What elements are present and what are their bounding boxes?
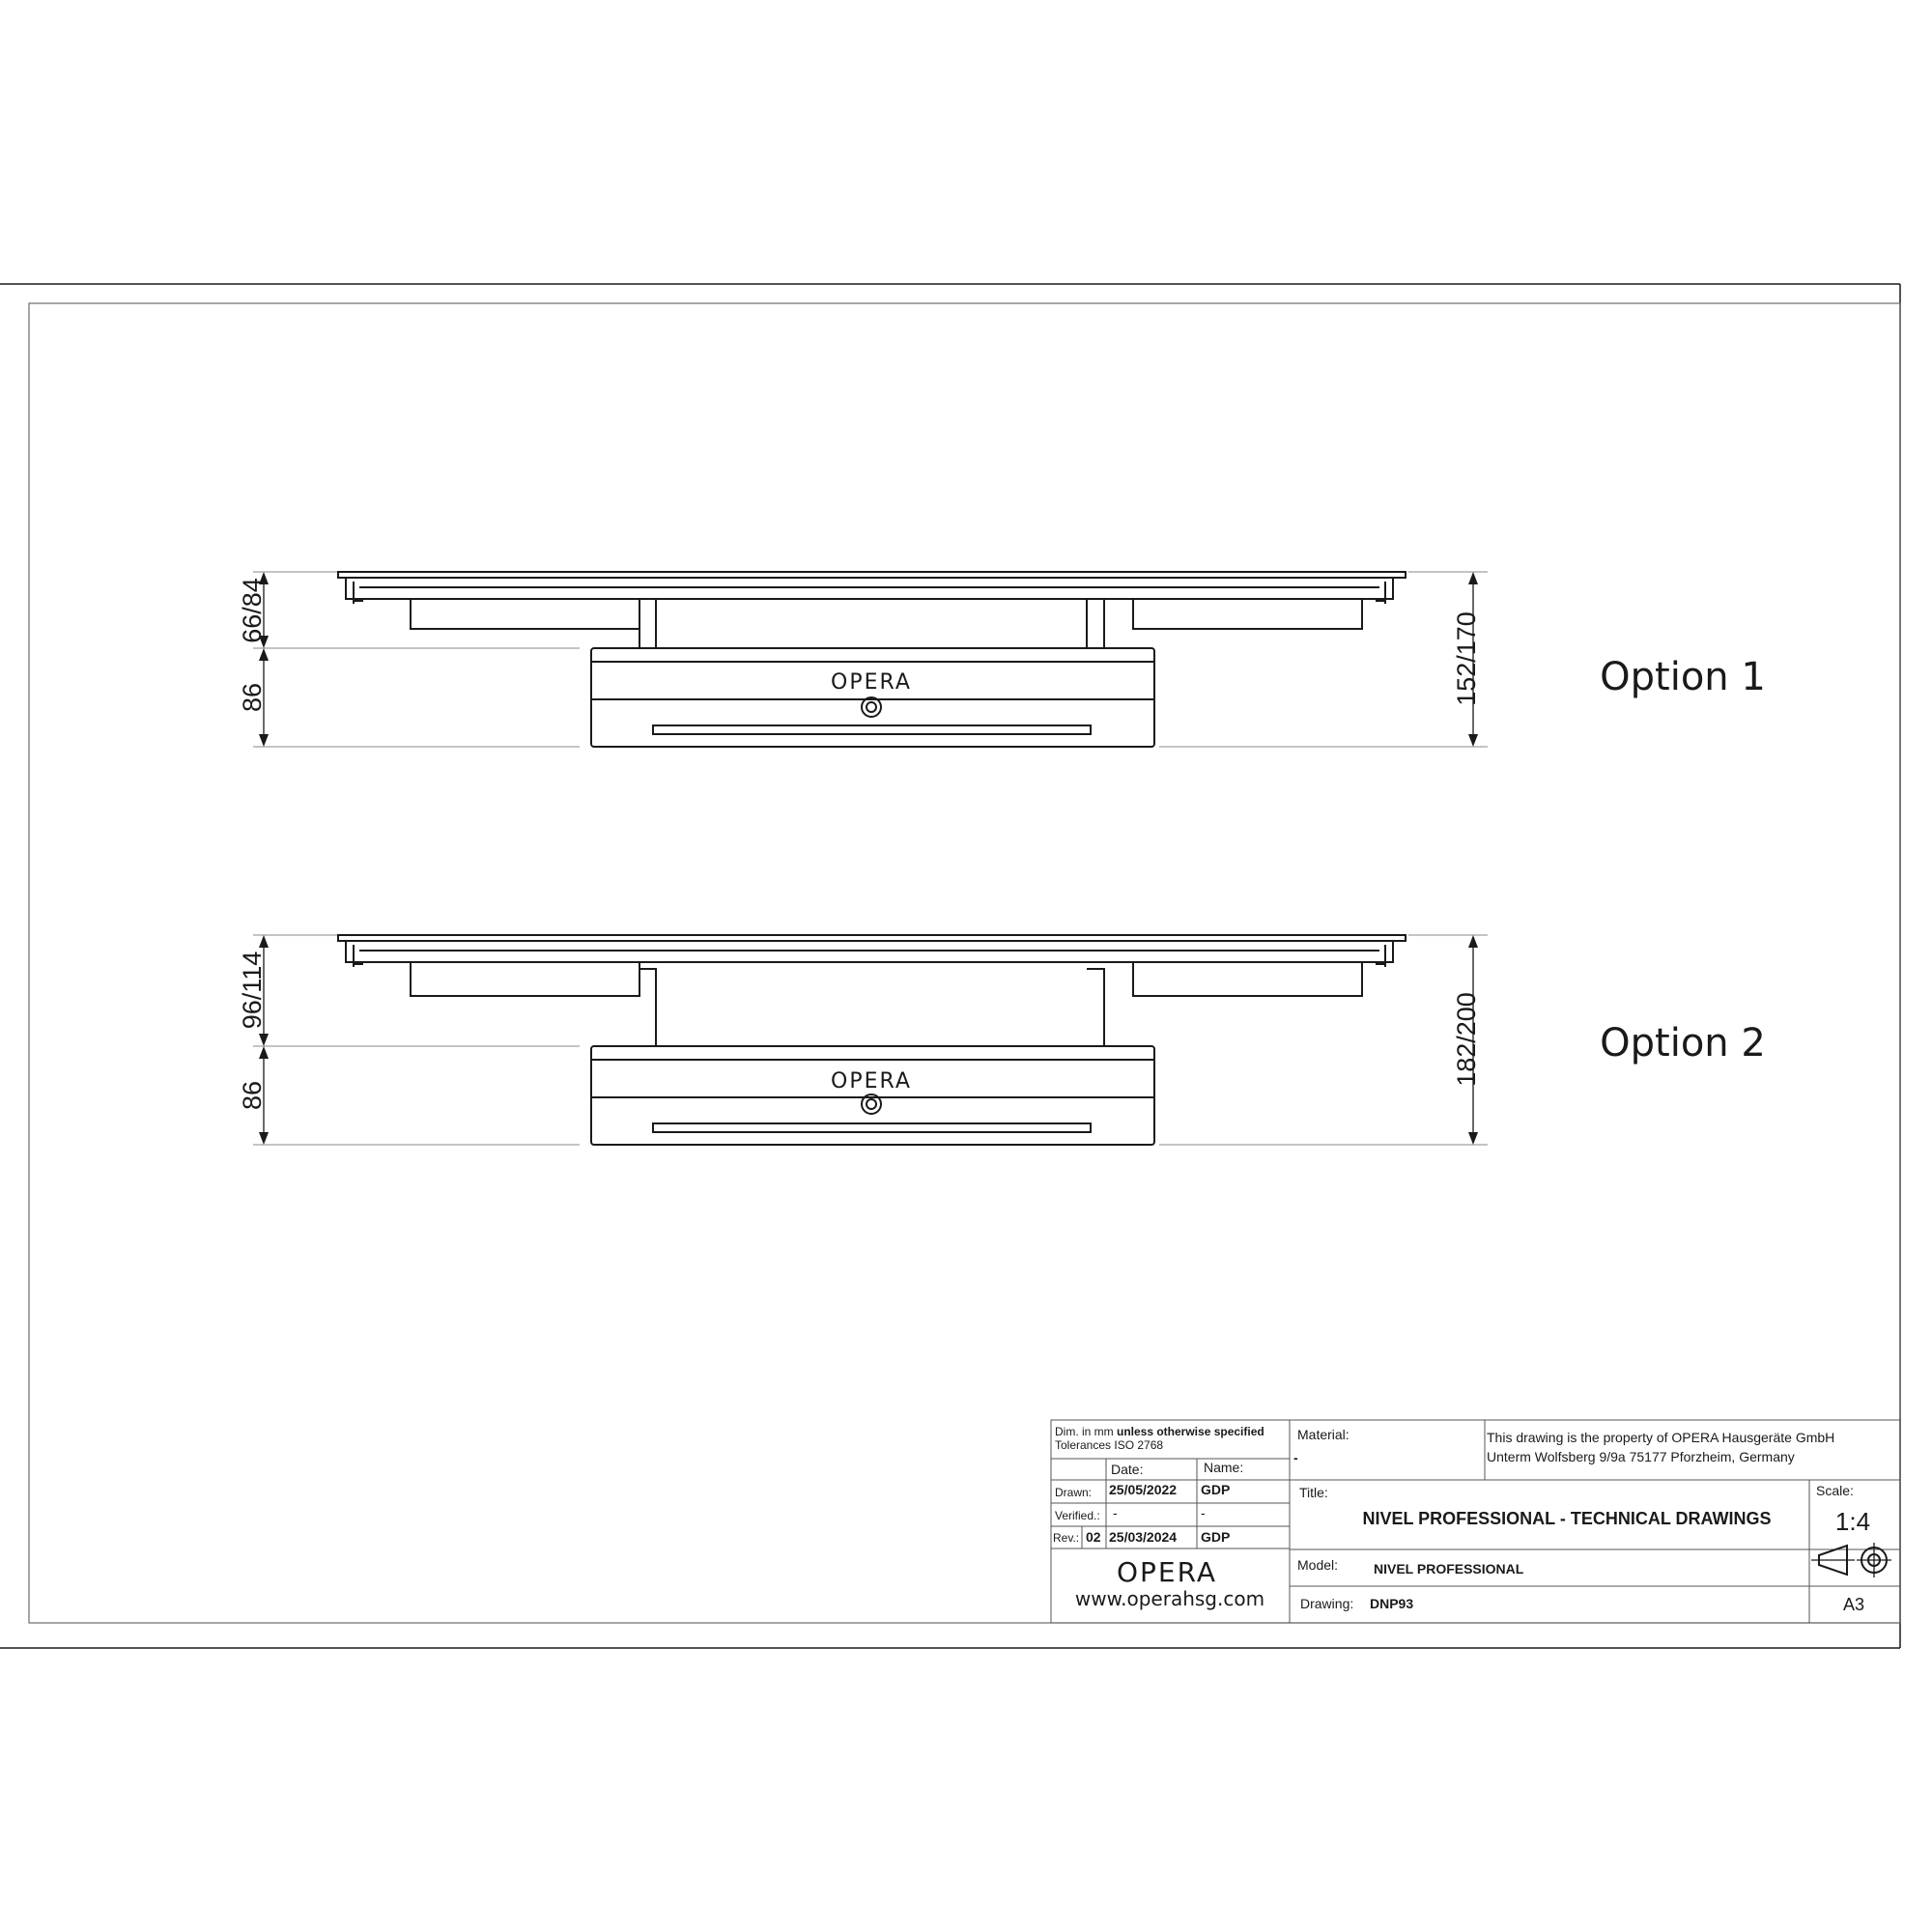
dim-upper-label: 96/114 xyxy=(238,951,267,1030)
dimension-arrow xyxy=(259,734,269,747)
housing-left xyxy=(411,599,639,629)
option-1-view xyxy=(238,572,1766,747)
model-label: Model: xyxy=(1297,1557,1339,1573)
material-label: Material: xyxy=(1297,1427,1350,1442)
knob-inner xyxy=(867,702,876,712)
title-block xyxy=(1051,1420,1900,1623)
dim-upper-label: 66/84 xyxy=(238,578,267,643)
dim-lower-label: 86 xyxy=(238,682,267,713)
first-angle-projection-icon xyxy=(1811,1543,1891,1577)
housing-left xyxy=(411,962,639,996)
option-label: Option 1 xyxy=(1600,655,1766,699)
mounting-clip xyxy=(354,945,1385,967)
brand-logo: OPERA xyxy=(831,1069,912,1094)
duct-walls xyxy=(639,969,1104,1046)
verified-date: - xyxy=(1113,1505,1118,1520)
drawn-name: GDP xyxy=(1201,1482,1231,1497)
scale-value: 1:4 xyxy=(1834,1507,1871,1536)
rev-number: 02 xyxy=(1086,1529,1101,1545)
housing-right xyxy=(1133,599,1362,629)
option-label: Option 2 xyxy=(1600,1021,1766,1065)
dimension-arrow xyxy=(1468,734,1478,747)
mounting-clip xyxy=(354,582,1385,604)
dim-total-label: 182/200 xyxy=(1452,992,1481,1087)
housing-right xyxy=(1133,962,1362,996)
company-logo: OPERA xyxy=(1116,1556,1218,1588)
drawing-label: Drawing: xyxy=(1300,1596,1354,1611)
model-value: NIVEL PROFESSIONAL xyxy=(1374,1561,1524,1577)
rev-label: Rev.: xyxy=(1053,1531,1080,1545)
drawn-date: 25/05/2022 xyxy=(1109,1482,1178,1497)
dim-note: Dim. in mm unless otherwise specified xyxy=(1055,1425,1264,1438)
hob-glass-top xyxy=(338,935,1406,941)
dimension-arrow xyxy=(259,1132,269,1145)
filter-slot xyxy=(653,1123,1091,1132)
name-header: Name: xyxy=(1204,1460,1244,1475)
dimension-arrow xyxy=(1468,1132,1478,1145)
title-label: Title: xyxy=(1299,1485,1328,1500)
date-header: Date: xyxy=(1111,1462,1144,1477)
dimension-arrow xyxy=(1468,935,1478,948)
verified-label: Verified.: xyxy=(1055,1509,1100,1522)
dimension-arrow xyxy=(259,1034,269,1046)
dimension-arrow xyxy=(259,935,269,948)
knob-inner xyxy=(867,1099,876,1109)
duct-walls xyxy=(639,599,1104,648)
dimension-arrow xyxy=(1468,572,1478,584)
hob-glass-top xyxy=(338,572,1406,578)
drawing-title: NIVEL PROFESSIONAL - TECHNICAL DRAWINGS xyxy=(1362,1509,1772,1528)
tolerance-note: Tolerances ISO 2768 xyxy=(1055,1438,1164,1452)
dimension-arrow xyxy=(259,648,269,661)
rev-date: 25/03/2024 xyxy=(1109,1529,1178,1545)
property-line-1: This drawing is the property of OPERA Hausgeräte GmbH xyxy=(1487,1430,1835,1445)
dim-total-label: 152/170 xyxy=(1452,611,1481,706)
sheet-size: A3 xyxy=(1842,1595,1865,1614)
filter-slot xyxy=(653,725,1091,734)
material-value: - xyxy=(1293,1450,1298,1465)
option-2-view xyxy=(238,935,1766,1145)
scale-label: Scale: xyxy=(1816,1483,1854,1498)
rev-name: GDP xyxy=(1201,1529,1231,1545)
brand-logo: OPERA xyxy=(831,670,912,695)
website: www.operahsg.com xyxy=(1074,1587,1265,1610)
drawn-label: Drawn: xyxy=(1055,1486,1093,1499)
dimension-arrow xyxy=(259,1046,269,1059)
verified-name: - xyxy=(1201,1505,1206,1520)
dim-lower-label: 86 xyxy=(238,1080,267,1111)
drawing-number: DNP93 xyxy=(1370,1596,1414,1611)
property-line-2: Unterm Wolfsberg 9/9a 75177 Pforzheim, Germany xyxy=(1487,1449,1795,1464)
